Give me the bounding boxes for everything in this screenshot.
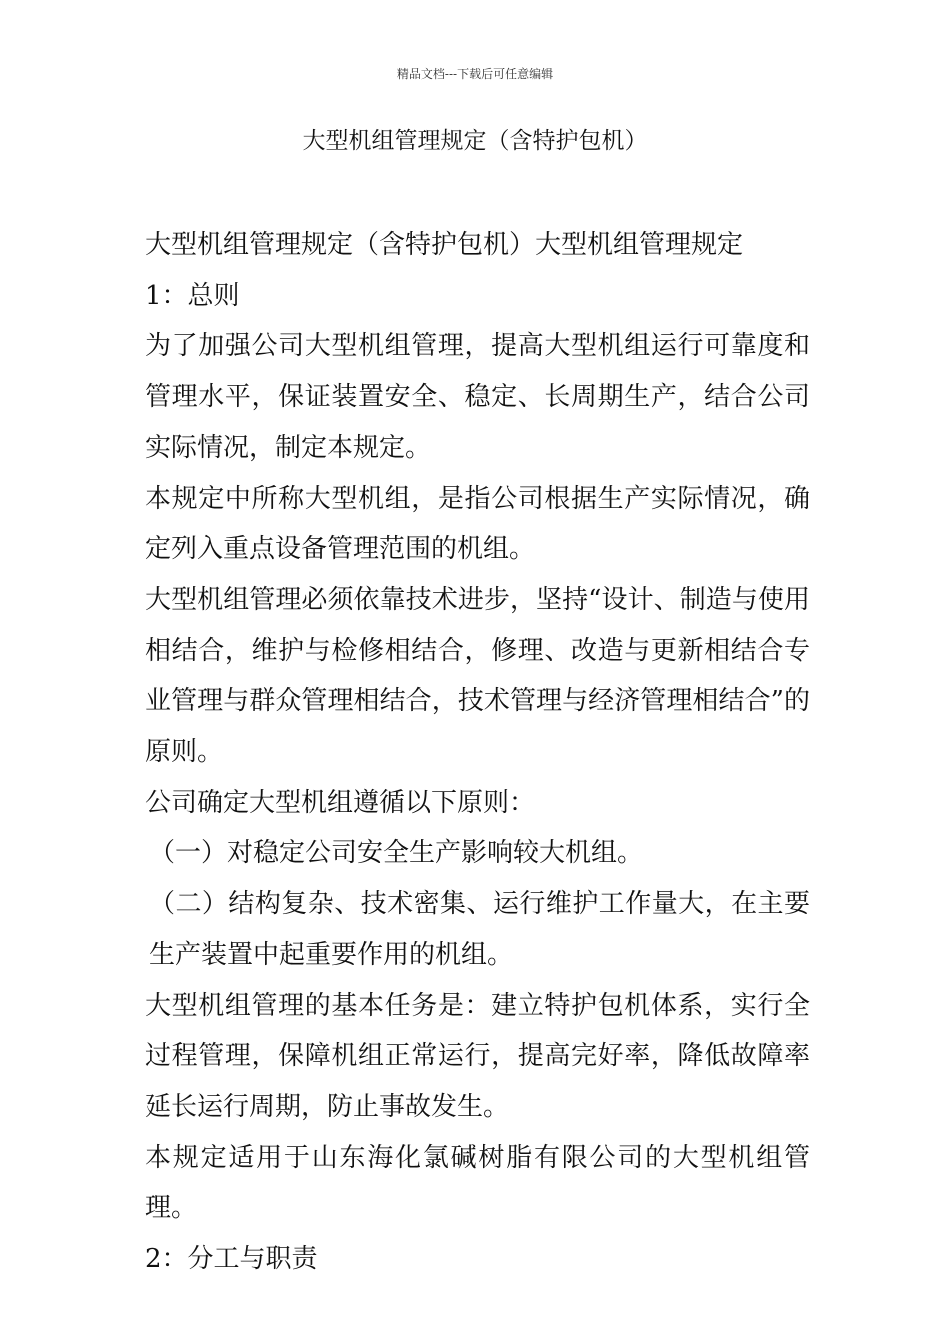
paragraph-principles: 大型机组管理必须依靠技术进步，坚持“设计、制造与使用相结合，维护与检修相结合，修理、改造与更新相结合专业管理与群众管理相结合，技术管理与经济管理相结合”的原则。	[145, 584, 810, 768]
section-heading-general: 1：总则	[145, 280, 240, 311]
paragraph-purpose: 为了加强公司大型机组管理，提高大型机组运行可靠度和管理水平，保证装置安全、稳定、长周期生产，结合公司实际情况，制定本规定。	[145, 331, 810, 463]
paragraph-basic-task: 大型机组管理的基本任务是：建立特护包机体系，实行全过程管理，保障机组正常运行，提高完好率，降低故障率延长运行周期，防止事故发生。	[145, 990, 810, 1122]
paragraph-heading: 大型机组管理规定（含特护包机）大型机组管理规定	[145, 230, 744, 260]
paragraph-criteria-1: （一）对稳定公司安全生产影响较大机组。	[149, 838, 644, 869]
document-body	[145, 220, 810, 1285]
header-note: 精品文档---下载后可任意编辑	[396, 67, 554, 81]
document-title: 大型机组管理规定（含特护包机）	[302, 128, 648, 154]
section-heading-responsibilities: 2：分工与职责	[145, 1244, 318, 1275]
paragraph-criteria-2: （二）结构复杂、技术密集、运行维护工作量大，在主要生产装置中起重要作用的机组。	[149, 889, 810, 970]
paragraph-definition: 本规定中所称大型机组，是指公司根据生产实际情况，确定列入重点设备管理范围的机组。	[145, 483, 810, 565]
paragraph-scope: 本规定适用于山东海化氯碱树脂有限公司的大型机组管理。	[145, 1142, 810, 1224]
paragraph-criteria-intro: 公司确定大型机组遵循以下原则：	[145, 787, 536, 818]
